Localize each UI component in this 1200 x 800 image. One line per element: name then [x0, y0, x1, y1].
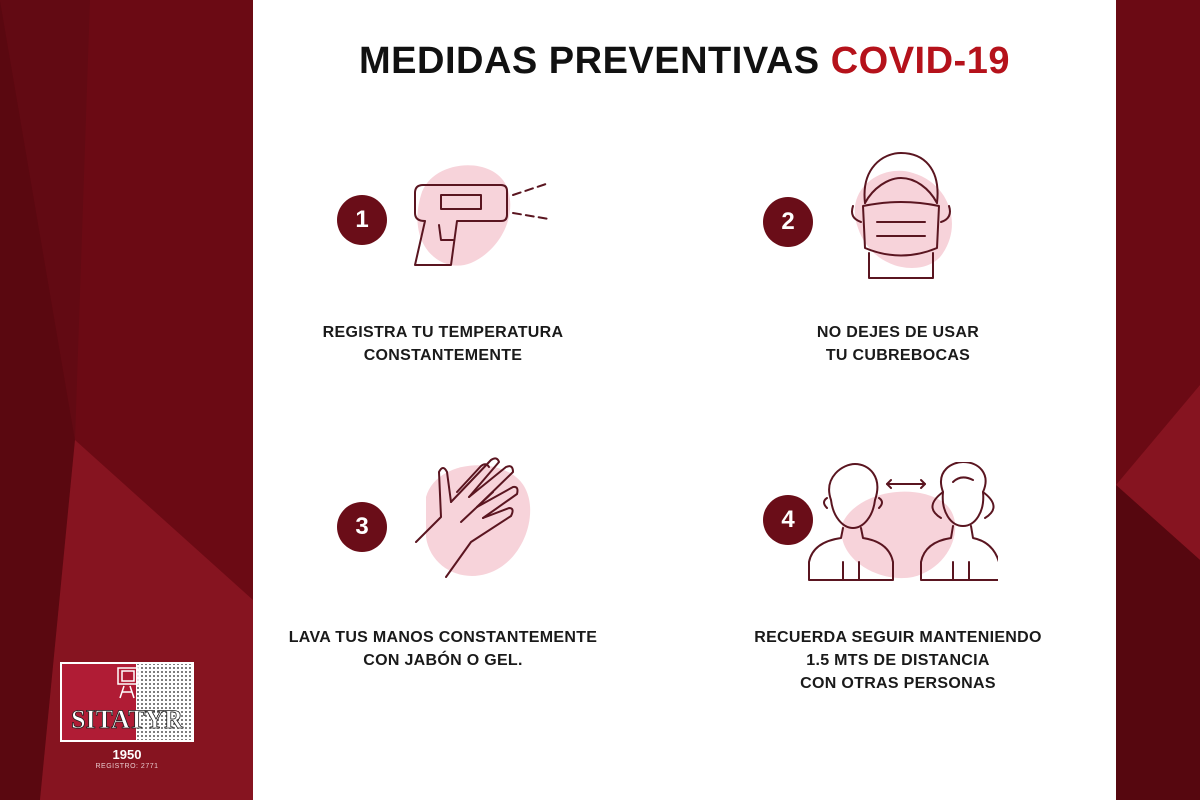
logo-registry: REGISTRO: 2771 — [95, 763, 159, 770]
social-distance-icon — [803, 462, 998, 584]
step-2-caption — [733, 321, 1063, 367]
step-3-badge: 3 — [337, 502, 387, 552]
step-1-line-1: REGISTRA TU TEMPERATURA — [322, 324, 564, 341]
step-3-line-1: LAVA TUS MANOS CONSTANTEMENTE — [288, 629, 598, 646]
step-4-badge: 4 — [763, 495, 813, 545]
step-4-line-3: CON OTRAS PERSONAS — [800, 675, 996, 692]
step-1-badge: 1 — [337, 195, 387, 245]
step-2-line-1: NO DEJES DE USAR — [816, 324, 980, 341]
step-2-badge: 2 — [763, 197, 813, 247]
title-main: MEDIDAS PREVENTIVAS — [359, 40, 820, 82]
step-4-line-2: 1.5 MTS DE DISTANCIA — [806, 652, 990, 669]
svg-text:SITATYR: SITATYR — [71, 705, 183, 734]
sitatyr-logo — [60, 662, 194, 742]
step-1-caption — [283, 321, 603, 367]
step-1-line-2: CONSTANTEMENTE — [363, 347, 523, 364]
logo-year: 1950 — [112, 747, 142, 762]
step-4-line-1: RECUERDA SEGUIR MANTENIENDO — [754, 629, 1042, 646]
step-3-caption — [263, 626, 623, 672]
page-title — [253, 40, 1116, 83]
step-4-caption — [713, 626, 1083, 695]
content-panel — [253, 0, 1116, 800]
step-3-line-2: CON JABÓN O GEL. — [363, 652, 523, 669]
step-2-line-2: TU CUBREBOCAS — [825, 347, 971, 364]
hands-icon — [411, 452, 546, 587]
thermometer-gun-icon — [401, 155, 561, 280]
title-accent: COVID-19 — [830, 40, 1010, 82]
right-background — [1116, 0, 1200, 800]
face-mask-icon — [843, 148, 963, 288]
